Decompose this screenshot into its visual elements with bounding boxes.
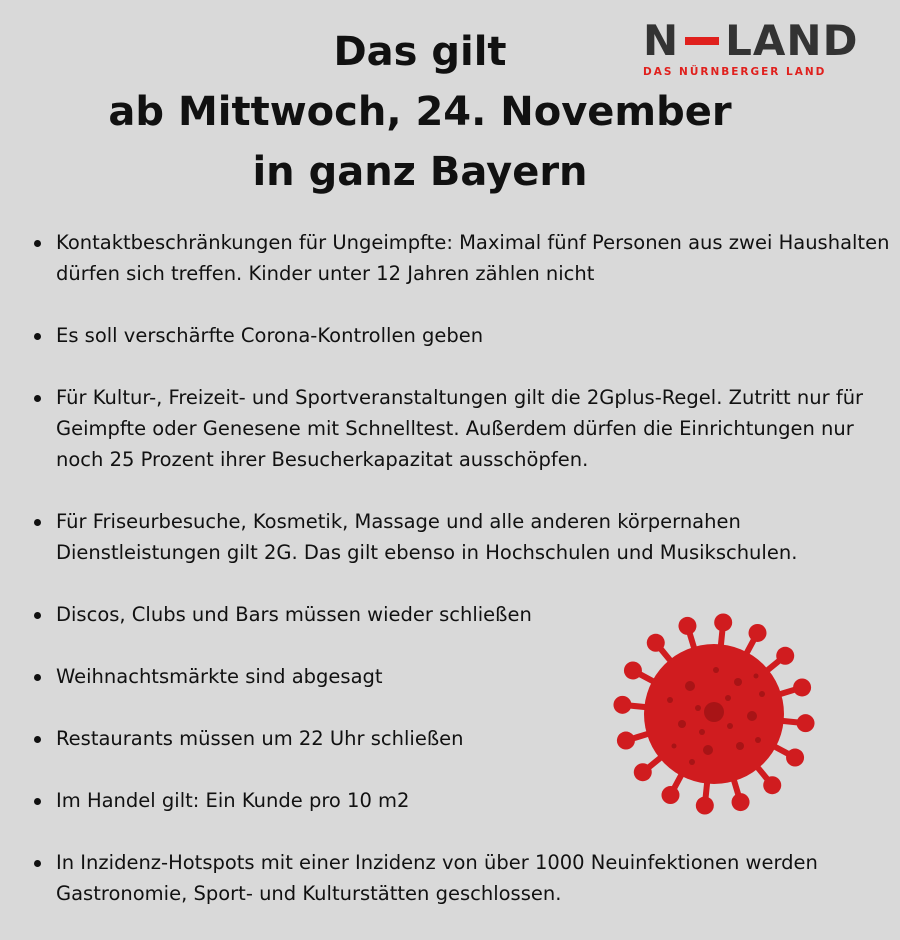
virus-spike-head	[613, 696, 631, 714]
coronavirus-icon	[612, 612, 816, 816]
n-land-logo	[643, 18, 873, 78]
rule-item: Weihnachtsmärkte sind abgesagt	[30, 661, 890, 692]
logo-red-dash	[685, 37, 719, 45]
virus-spike-head	[797, 714, 815, 732]
rule-item: Restaurants müssen um 22 Uhr schließen	[30, 723, 890, 754]
rule-item: Für Friseurbesuche, Kosmetik, Massage und alle anderen körpernahen Dienstleistungen gilt 2G. Das gilt ebenso in Hochschulen und Musikschulen.	[30, 506, 890, 568]
virus-spike-head	[678, 617, 696, 635]
virus-spike-head	[776, 647, 794, 665]
virus-spike-head	[661, 786, 679, 804]
headline-line-3: in ganz Bayern	[252, 149, 588, 195]
logo-word-land: LAND	[725, 16, 859, 65]
logo-letter-n: N	[643, 16, 680, 65]
virus-spike-head	[617, 732, 635, 750]
virus-spike-head	[714, 613, 732, 631]
rule-item: Es soll verschärfte Corona-Kontrollen geben	[30, 320, 890, 351]
virus-spike-head	[763, 776, 781, 794]
virus-spike-head	[624, 661, 642, 679]
rules-list	[30, 227, 890, 940]
virus-spike-head	[793, 678, 811, 696]
logo-subtitle: DAS NÜRNBERGER LAND	[643, 66, 827, 78]
logo-wordmark	[643, 18, 873, 64]
rule-item: In Inzidenz-Hotspots mit einer Inzidenz von über 1000 Neuinfektionen werden Gastronomie, Sport- und Kulturstätten geschlossen.	[30, 847, 890, 909]
rule-item: Discos, Clubs und Bars müssen wieder schließen	[30, 599, 890, 630]
virus-spike-head	[647, 634, 665, 652]
virus-spike-head	[696, 797, 714, 815]
virus-spike-head	[634, 763, 652, 781]
virus-spike-head	[732, 793, 750, 811]
headline-line-2: ab Mittwoch, 24. November	[108, 89, 732, 135]
rule-item: Kontaktbeschränkungen für Ungeimpfte: Maximal fünf Personen aus zwei Haushalten dürfen sich treffen. Kinder unter 12 Jahren zählen nicht	[30, 227, 890, 289]
virus-spike-head	[786, 749, 804, 767]
rule-item: Für Kultur-, Freizeit- und Sportveranstaltungen gilt die 2Gplus-Regel. Zutritt nur für Geimpfte oder Genesene mit Schnelltest. Außerdem dürfen die Einrichtungen nur noch 25 Prozent ihrer Besucherkapazitat ausschöpfen.	[30, 382, 890, 475]
headline-line-1: Das gilt	[333, 29, 507, 75]
virus-spike-head	[749, 624, 767, 642]
rule-item: Im Handel gilt: Ein Kunde pro 10 m2	[30, 785, 890, 816]
